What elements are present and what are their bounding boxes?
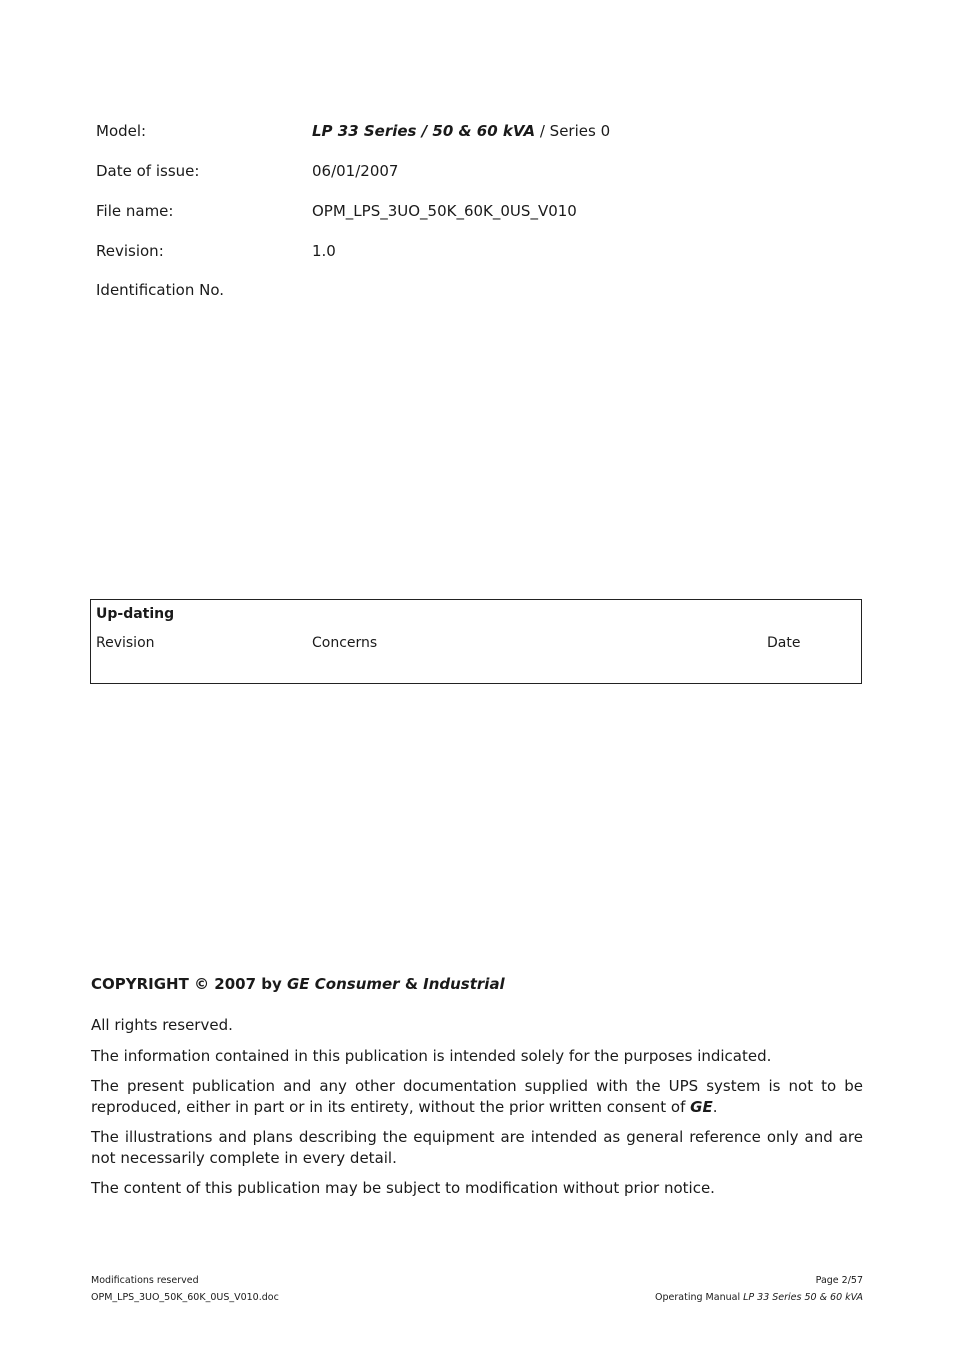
model-label: Model: [96, 122, 147, 140]
copyright-company-a: GE Consumer [287, 975, 400, 993]
model-series: / Series 0 [535, 122, 611, 140]
copyright-heading [91, 974, 505, 994]
model-value [312, 121, 610, 141]
footer-modifications: Modifications reserved [91, 1275, 199, 1286]
updating-col-concerns: Concerns [312, 635, 378, 651]
footer-manual-prefix: Operating Manual [655, 1292, 744, 1303]
paragraph-rights: All rights reserved. [91, 1016, 233, 1034]
updating-title: Up-dating [96, 606, 175, 622]
paragraph-reproduction [91, 1076, 863, 1117]
footer-manual-product: LP 33 Series 50 & 60 kVA [743, 1292, 863, 1303]
copyright-amp: & [399, 975, 424, 993]
copyright-prefix: COPYRIGHT © 2007 by [91, 975, 287, 993]
updating-col-date: Date [767, 635, 801, 651]
footer-page-number: Page 2/57 [815, 1275, 863, 1286]
paragraph-purpose: The information contained in this publication is intended solely for the purposes indicated. [91, 1047, 772, 1065]
file-name-value: OPM_LPS_3UO_50K_60K_0US_V010 [312, 202, 577, 220]
updating-table [90, 599, 862, 684]
date-label: Date of issue: [96, 162, 200, 180]
footer-filename: OPM_LPS_3UO_50K_60K_0US_V010.doc [91, 1292, 279, 1303]
revision-value: 1.0 [312, 242, 336, 260]
file-name-label: File name: [96, 202, 174, 220]
updating-col-revision: Revision [96, 635, 155, 651]
identification-label: Identification No. [96, 281, 225, 299]
revision-label: Revision: [96, 242, 164, 260]
paragraph-modification: The content of this publication may be subject to modification without prior notice. [91, 1179, 715, 1197]
copyright-company-b: Industrial [423, 975, 505, 993]
paragraph-reproduction-text: The present publication and any other documentation supplied with the UPS system is not to be reproduced, either in part or in its entirety, without the prior written consent of [91, 1077, 863, 1116]
paragraph-reproduction-ge: GE [690, 1097, 713, 1116]
paragraph-reproduction-end: . [712, 1097, 718, 1116]
paragraph-illustrations: The illustrations and plans describing the equipment are intended as general reference only and are not necessarily complete in every detail. [91, 1128, 863, 1167]
model-name: LP 33 Series / 50 & 60 kVA [312, 122, 536, 140]
footer-manual-title [655, 1292, 863, 1304]
date-value: 06/01/2007 [312, 162, 399, 180]
